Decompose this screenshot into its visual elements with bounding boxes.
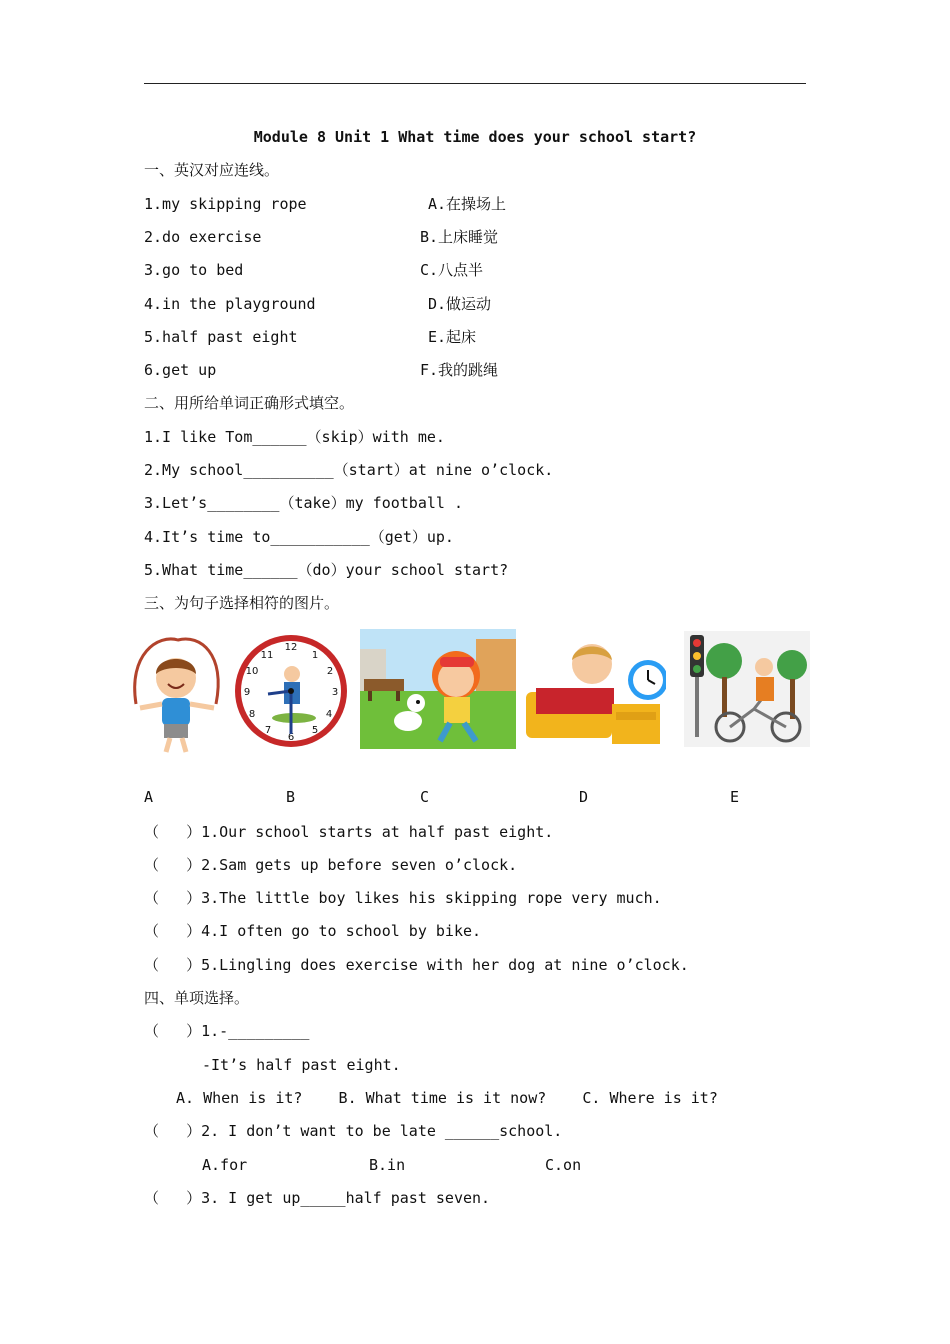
choice-q2-option-a: A.for (202, 1156, 248, 1174)
choice-q1-stem: （ ）1.-_________ (144, 1022, 310, 1040)
page-title: Module 8 Unit 1 What time does your school start? (253, 128, 697, 146)
picture-item-2: （ ）2.Sam gets up before seven o’clock. (144, 856, 518, 874)
picture-label-e: E (730, 788, 740, 806)
svg-text:10: 10 (245, 666, 259, 677)
match-left-2: 2.do exercise (144, 228, 262, 246)
fill-item-2: 2.My school__________（start）at nine o’clock. (144, 461, 554, 479)
section1-heading: 一、英汉对应连线。 (144, 161, 280, 179)
choice-q1-answer: -It’s half past eight. (202, 1056, 401, 1074)
svg-text:2: 2 (326, 666, 334, 677)
picture-item-5: （ ）5.Lingling does exercise with her dog at nine o’clock. (144, 956, 689, 974)
svg-text:11: 11 (260, 650, 274, 661)
match-left-5: 5.half past eight (144, 328, 298, 346)
svg-text:12: 12 (284, 642, 298, 653)
match-left-1: 1.my skipping rope (144, 195, 307, 213)
skipping-boy-image (128, 634, 224, 758)
svg-text:7: 7 (264, 725, 272, 736)
fill-item-1: 1.I like Tom______（skip）with me. (144, 428, 445, 446)
match-right-b: B.上床睡觉 (420, 228, 499, 246)
svg-text:9: 9 (243, 687, 251, 698)
section3-heading: 三、为句子选择相符的图片。 (144, 594, 340, 612)
svg-text:6: 6 (287, 732, 295, 743)
svg-text:4: 4 (325, 709, 333, 720)
match-right-a: A.在操场上 (428, 195, 507, 213)
svg-text:3: 3 (331, 687, 339, 698)
match-left-3: 3.go to bed (144, 261, 244, 279)
svg-text:1: 1 (311, 650, 319, 661)
picture-label-c: C (420, 788, 430, 806)
bike-to-school-image (684, 631, 810, 747)
fill-item-4: 4.It’s time to___________（get）up. (144, 528, 454, 546)
section2-heading: 二、用所给单词正确形式填空。 (144, 394, 355, 412)
girl-dog-exercise-image (360, 629, 516, 749)
match-right-f: F.我的跳绳 (420, 361, 499, 379)
match-left-6: 6.get up (144, 361, 217, 379)
picture-item-1: （ ）1.Our school starts at half past eight. (144, 823, 554, 841)
picture-label-d: D (579, 788, 589, 806)
picture-label-b: B (286, 788, 296, 806)
picture-item-3: （ ）3.The little boy likes his skipping rope very much. (144, 889, 662, 907)
choice-q3-stem: （ ）3. I get up_____half past seven. (144, 1189, 491, 1207)
match-right-e: E.起床 (428, 328, 477, 346)
clock-image (232, 632, 350, 750)
match-left-4: 4.in the playground (144, 295, 316, 313)
section4-heading: 四、单项选择。 (144, 989, 250, 1007)
choice-q1-options: A. When is it? B. What time is it now? C. Where is it? (176, 1089, 718, 1107)
choice-q2-option-c: C.on (545, 1156, 582, 1174)
picture-label-a: A (144, 788, 154, 806)
svg-text:5: 5 (311, 725, 319, 736)
match-right-d: D.做运动 (428, 295, 492, 313)
fill-item-5: 5.What time______（do）your school start? (144, 561, 509, 579)
svg-text:8: 8 (248, 709, 256, 720)
picture-item-4: （ ）4.I often go to school by bike. (144, 922, 482, 940)
match-right-c: C.八点半 (420, 261, 484, 279)
header-rule (144, 83, 806, 84)
waking-up-image (520, 630, 666, 748)
fill-item-3: 3.Let’s________（take）my football . (144, 494, 463, 512)
choice-q2-option-b: B.in (369, 1156, 406, 1174)
choice-q2-stem: （ ）2. I don’t want to be late ______school. (144, 1122, 563, 1140)
